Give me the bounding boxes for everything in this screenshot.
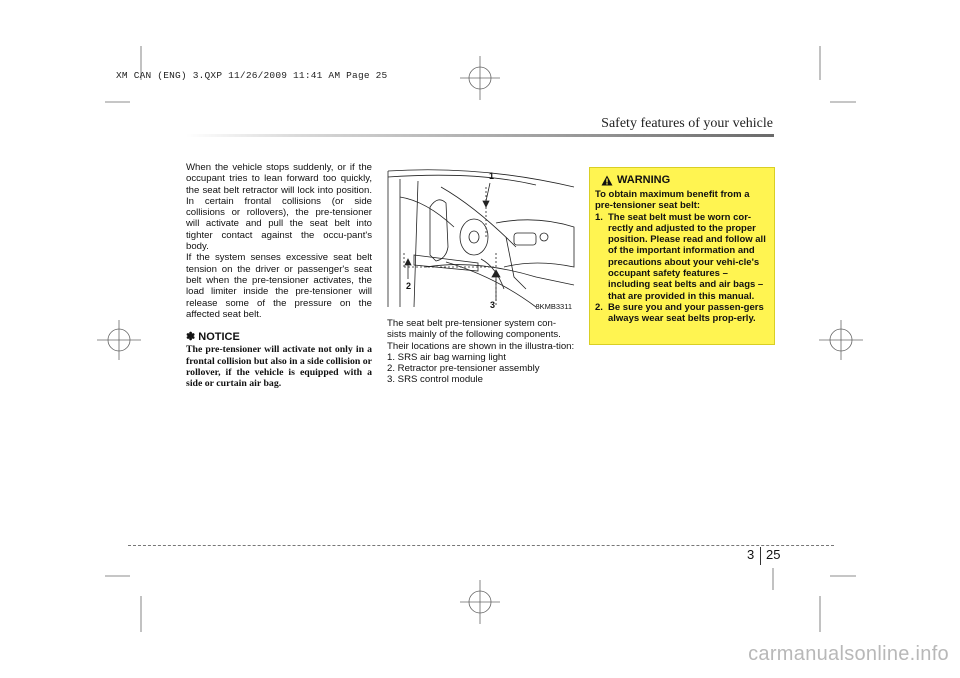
warning-box — [589, 167, 775, 345]
warning-item — [595, 302, 769, 325]
component-item: 2. Retractor pre-tensioner assembly — [387, 363, 540, 375]
warning-item-number: 2. — [595, 301, 603, 313]
warning-item-number: 1. — [595, 211, 603, 223]
middle-column — [387, 318, 575, 386]
chapter-number: 3 — [747, 547, 755, 562]
paragraph-load-limiter: If the system senses excessive seat belt tension on the driver or passenger's seat belt when the pre-tensioner activates, the load limiter inside the pre-tensioner will release some of the pressure on the affected seat belt. — [186, 252, 372, 320]
notice-text: The pre-tensioner will activate not only in a frontal collision but also in a side collision or rollover, if the vehicle is equipped with a side or curtain air bag. — [186, 344, 372, 390]
notice-symbol: ✽ — [186, 331, 196, 344]
car-interior-drawing — [386, 167, 576, 312]
page-number: 25 — [766, 547, 781, 562]
paragraph-retractor: When the vehicle stops suddenly, or if the occupant tries to lean forward too quickly, the seat belt retractor will lock into position. In certain frontal collisions (or side collisions or rollovers), the pre-tensioner will activate and pull the seat belt into tighter contact against the occu-pant's body. — [186, 162, 372, 253]
callout-2: 2 — [406, 281, 412, 291]
warning-body — [595, 189, 769, 325]
notice-heading — [186, 332, 372, 343]
components-intro: The seat belt pre-tensioner system con-sists mainly of the following components. Their locations are shown in the illustra-tion: — [387, 318, 575, 352]
footer-rule — [128, 545, 834, 546]
page-number-divider — [760, 547, 761, 565]
watermark: carmanualsonline.info — [748, 643, 949, 665]
warning-item-text: Be sure you and your passen-gers always wear seat belts prop-erly. — [608, 301, 764, 325]
notice-label: NOTICE — [198, 331, 240, 344]
callout-3: 3 — [490, 300, 496, 310]
component-item: 1. SRS air bag warning light — [387, 351, 506, 363]
component-item: 3. SRS control module — [387, 374, 483, 386]
section-title: Safety features of your vehicle — [601, 116, 773, 131]
warning-triangle-icon — [601, 175, 613, 186]
warning-heading — [601, 174, 769, 186]
callout-1: 1 — [489, 171, 495, 181]
warning-item-text: The seat belt must be worn cor-rectly and adjusted to the proper position. Please read and follow all of the important information and precautions about your vehi-cle's occupant safety features – including seat belts and air bags – that are provided in this manual. — [608, 211, 766, 302]
left-column — [186, 162, 372, 390]
figure-code: 8KMB3311 — [535, 302, 572, 311]
warning-item — [595, 212, 769, 302]
print-file-header: XM CAN (ENG) 3.QXP 11/26/2009 11:41 AM Page 25 — [116, 70, 388, 81]
pretensioner-illustration — [386, 167, 576, 312]
warning-intro: To obtain maximum benefit from a pre-tensioner seat belt: — [595, 189, 750, 212]
warning-label: WARNING — [617, 174, 671, 186]
title-rule — [186, 134, 774, 137]
